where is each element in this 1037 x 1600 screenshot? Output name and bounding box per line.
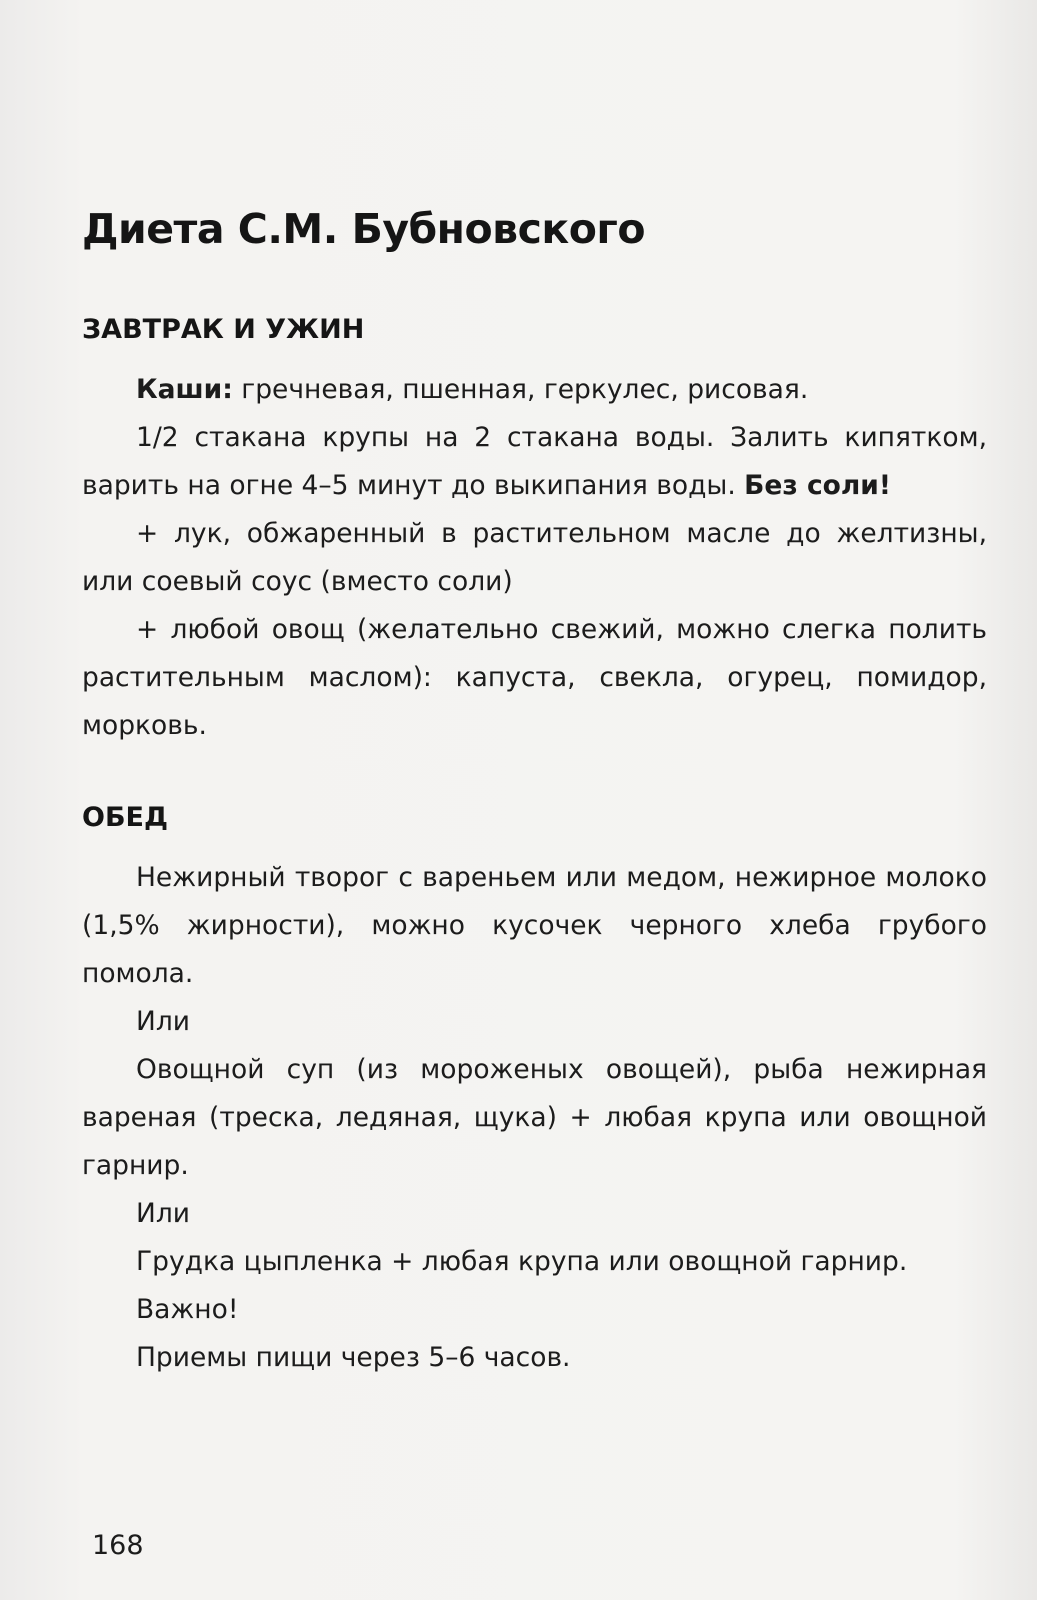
lunch-option-3: Грудка цыпленка + любая крупа или овощной гарнир.: [136, 1246, 908, 1277]
page-title: Диета С.М. Бубновского: [82, 205, 645, 253]
porridge-text: гречневая, пшенная, геркулес, рисовая.: [232, 374, 809, 405]
recipe-text: 1/2 стакана крупы на 2 стакана воды. Залить кипятком, варить на огне 4–5 минут до выкипания воды.: [82, 422, 987, 501]
porridge-paragraph: [82, 366, 987, 414]
lunch-option-1: Нежирный творог с вареньем или медом, нежирное молоко (1,5% жирности), можно кусочек черного хлеба грубого помола.: [82, 862, 987, 989]
lunch-or-1: Или: [136, 1006, 190, 1037]
recipe-paragraph: [82, 414, 987, 510]
section-title-lunch: ОБЕД: [82, 802, 169, 833]
lunch-or-2: Или: [136, 1198, 190, 1229]
onion-paragraph: + лук, обжаренный в растительном масле до желтизны, или соевый соус (вместо соли): [82, 518, 987, 597]
porridge-label: Каши:: [136, 374, 233, 405]
section-breakfast-dinner: [82, 366, 987, 750]
section-lunch: [82, 854, 987, 1382]
meal-interval-note: Приемы пищи через 5–6 часов.: [136, 1342, 571, 1373]
page-content: [82, 200, 987, 1382]
section-title-breakfast-dinner: ЗАВТРАК И УЖИН: [82, 314, 365, 345]
no-salt-note: Без соли!: [744, 470, 891, 501]
vegetable-paragraph: + любой овощ (желательно свежий, можно слегка полить растительным маслом): капуста, свекла, огурец, помидор, морковь.: [82, 614, 987, 741]
lunch-option-2: Овощной суп (из мороженых овощей), рыба нежирная вареная (треска, ледяная, щука) + любая крупа или овощной гарнир.: [82, 1054, 987, 1181]
page-number: 168: [92, 1530, 144, 1561]
important-note: Важно!: [136, 1294, 239, 1325]
